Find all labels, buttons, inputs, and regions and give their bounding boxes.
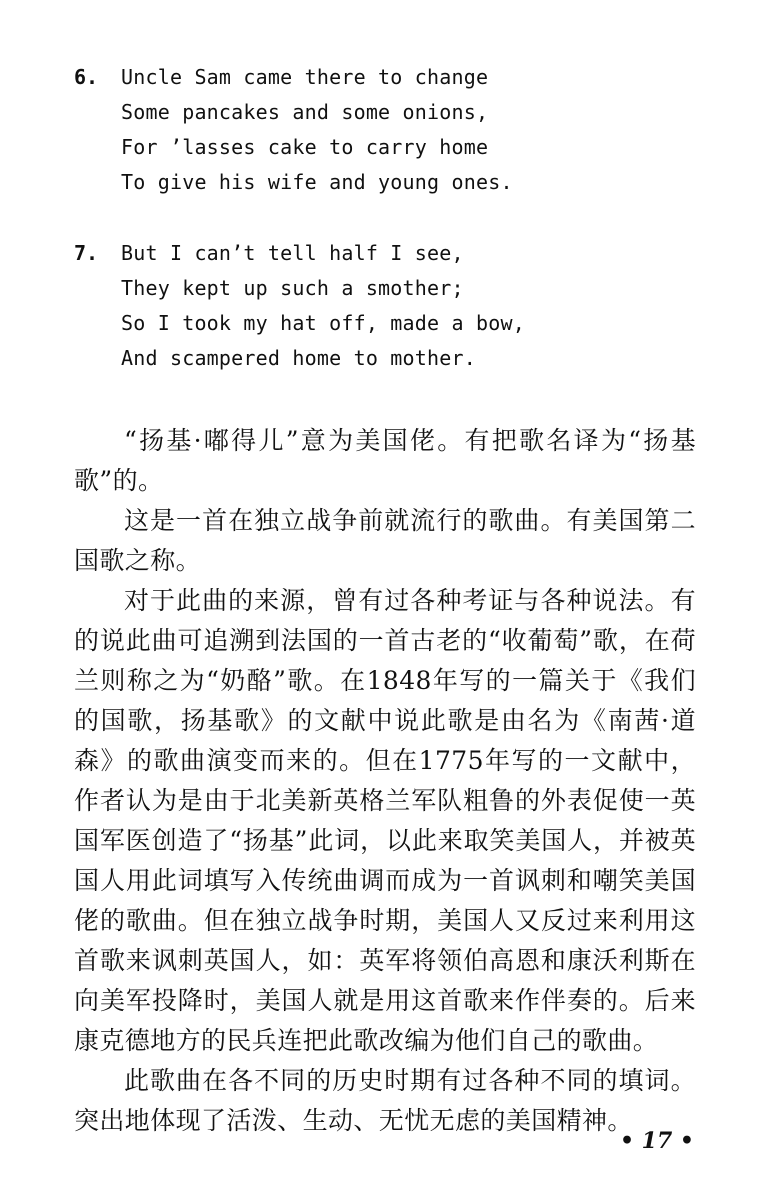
verse-line: Uncle Sam came there to change: [121, 65, 489, 89]
commentary-text: [74, 421, 696, 1141]
verse-line: To give his wife and young ones.: [121, 170, 513, 194]
stanza-number: 6.: [74, 65, 99, 89]
paragraph-popularity: 这是一首在独立战争前就流行的歌曲。有美国第二国歌之称。: [74, 506, 696, 575]
paragraph-origin: 对于此曲的来源，曾有过各种考证与各种说法。有的说此曲可追溯到法国的一首古老的“收葡萄”歌，在荷兰则称之为“奶酪”歌。在1848年写的一篇关于《我们的国歌，扬基歌》的文献中说此歌是由名为《南茜·道森》的歌曲演变而来的。但在1775年写的一文献中，作者认为是由于北美新英格兰军队粗鲁的外表促使一英国军医创造了“扬基”此词，以此来取笑美国人，并被英国人用此词填写入传统曲调而成为一首讽刺和嘲笑美国佬的歌曲。但在独立战争时期，美国人又反过来利用这首歌来讽刺英国人，如：英军将领伯高恩和康沃利斯在向美军投降时，美国人就是用这首歌来作伴奏的。后来康克德地方的民兵连把此歌改编为他们自己的歌曲。: [74, 586, 696, 1055]
paragraph-lyrics: 此歌曲在各不同的历史时期有过各种不同的填词。突出地体现了活泼、生动、无忧无虑的美国精神。: [74, 1066, 696, 1135]
verse-line: For ’lasses cake to carry home: [121, 135, 489, 159]
verse-line: But I can’t tell half I see,: [121, 241, 464, 265]
verse-line: And scampered home to mother.: [121, 346, 476, 370]
page-number: • 17 •: [619, 1128, 694, 1154]
paragraph-title-meaning: “扬基·嘟得儿”意为美国佬。有把歌名译为“扬基歌”的。: [74, 426, 696, 495]
verse-lines: [121, 60, 513, 200]
verse-line: So I took my hat off, made a bow,: [121, 311, 525, 335]
verse-lines: [121, 236, 525, 376]
stanza-number: 7.: [74, 241, 99, 265]
verse-line: They kept up such a smother;: [121, 276, 464, 300]
verse-line: Some pancakes and some onions,: [121, 100, 489, 124]
